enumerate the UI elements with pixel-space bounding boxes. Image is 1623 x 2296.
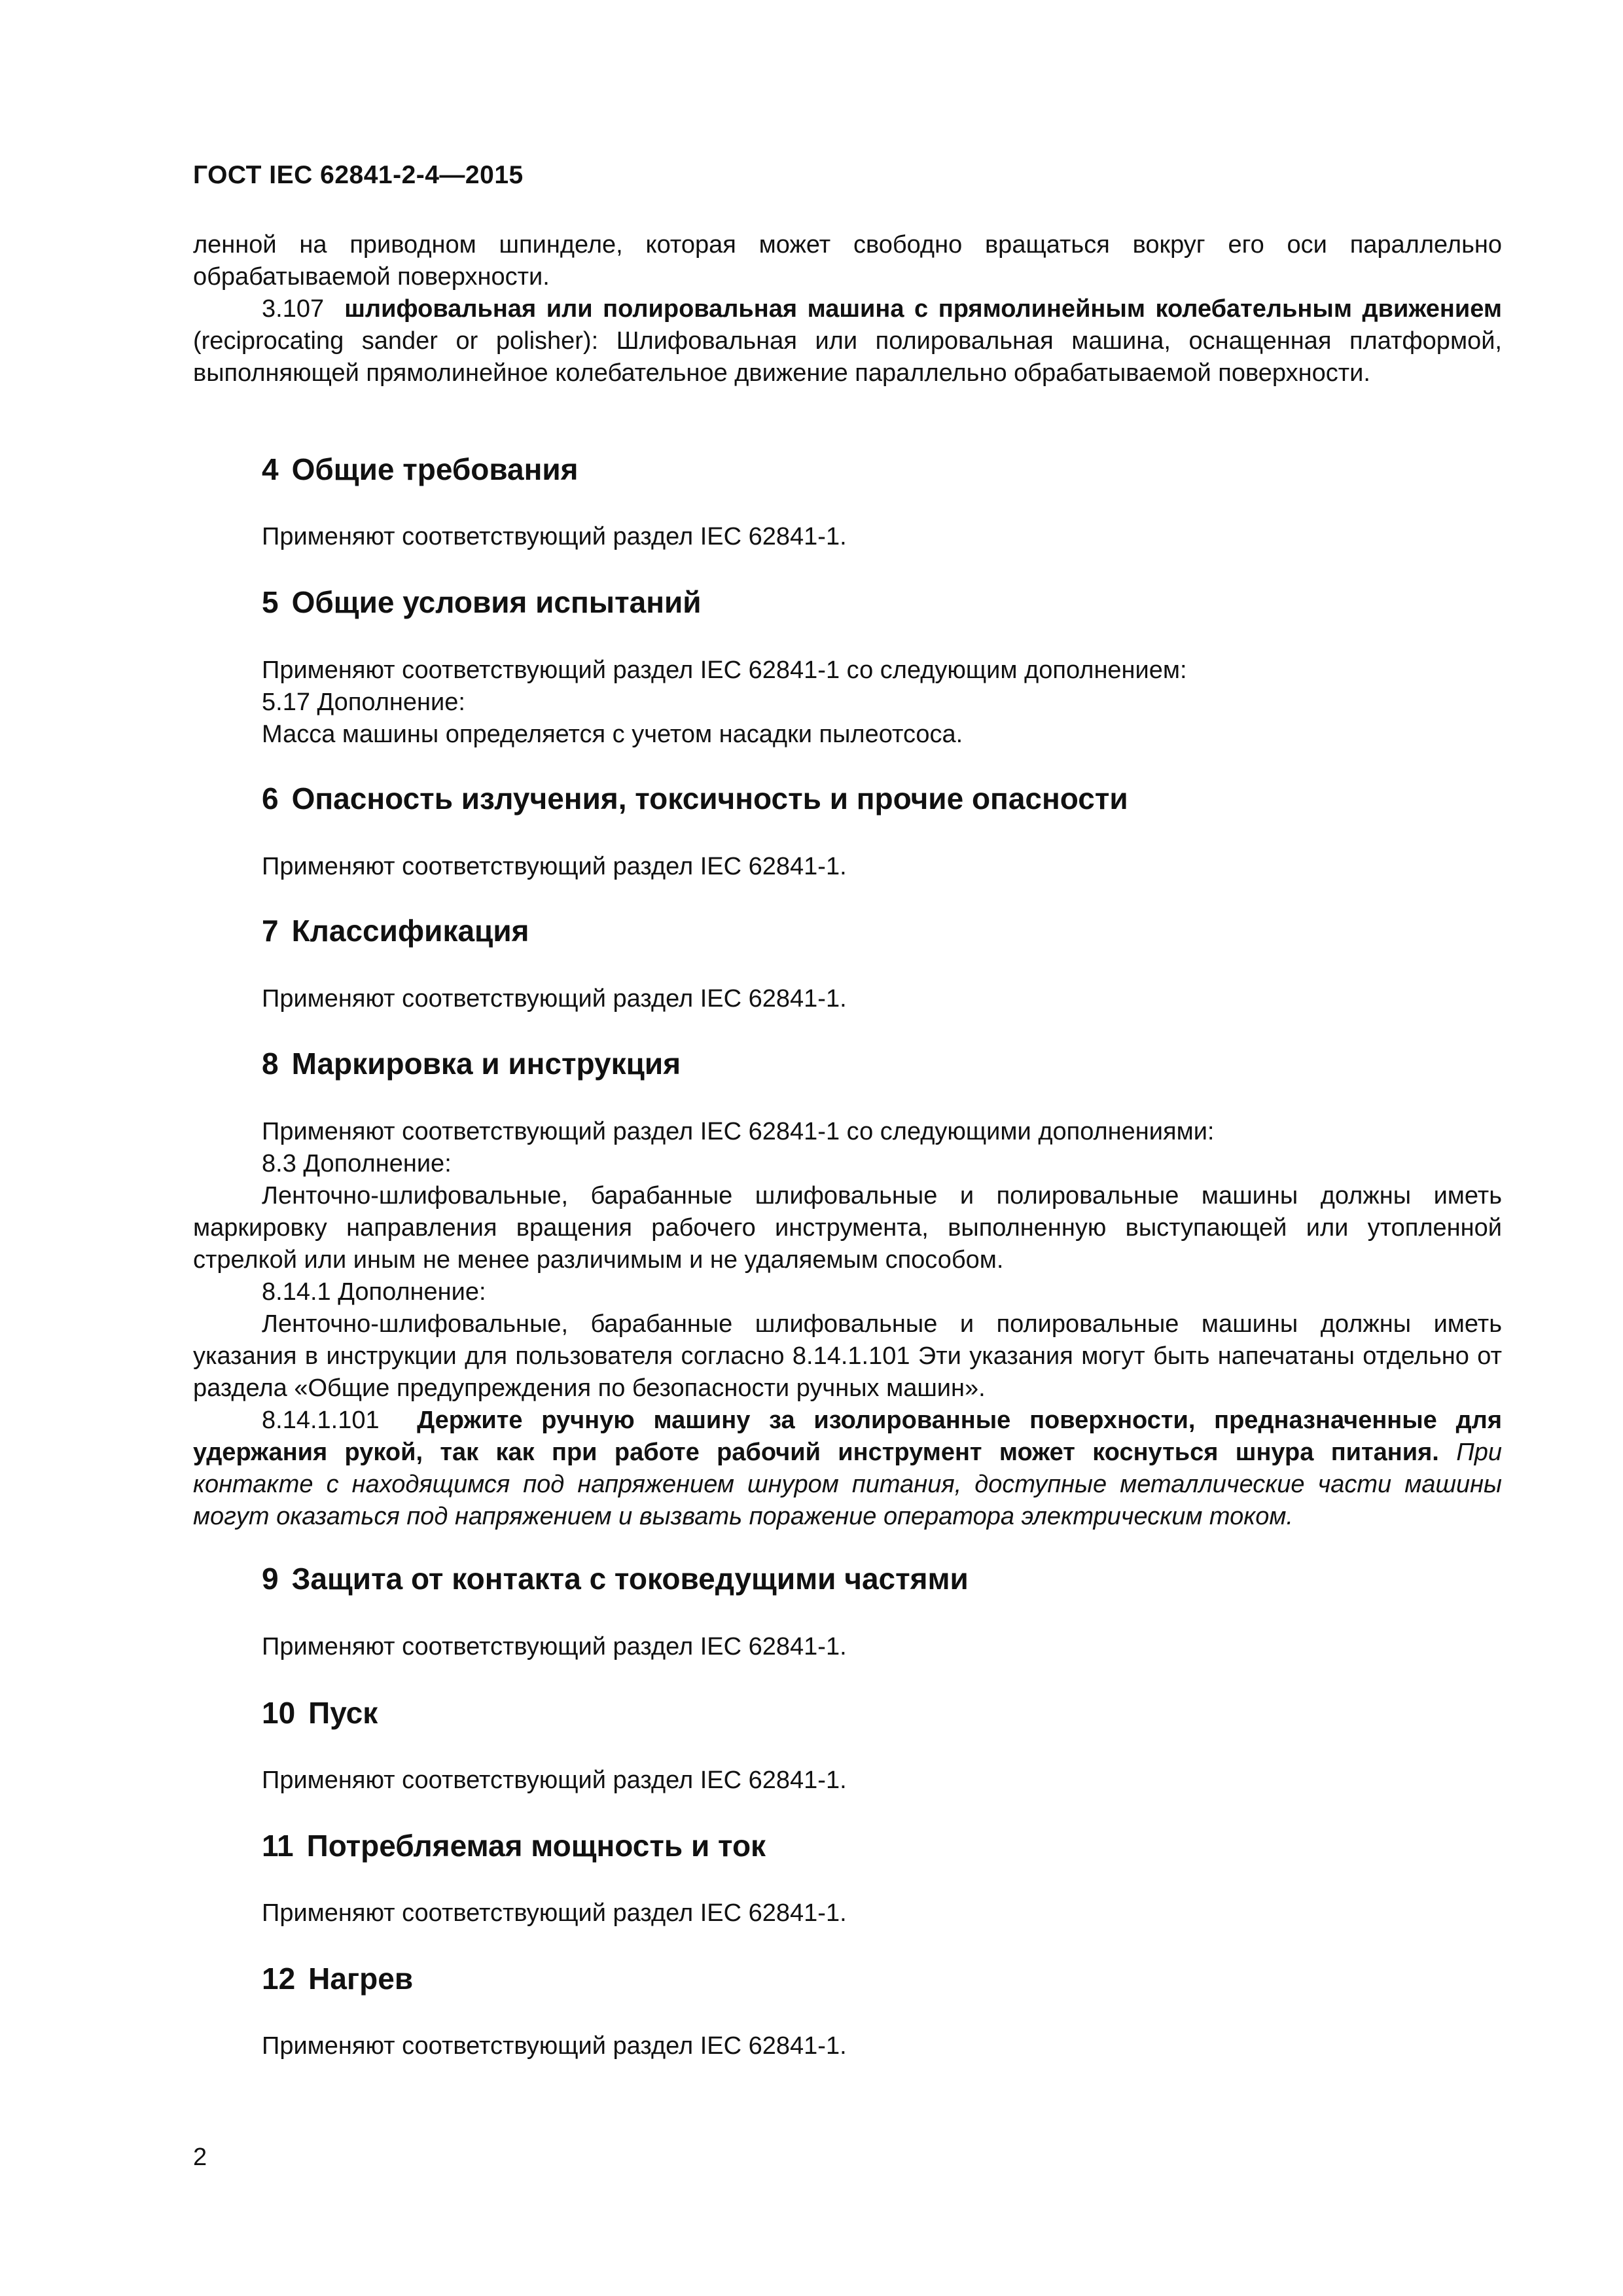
section-title: Защита от контакта с токоведущими частями: [291, 1562, 969, 1596]
section-number: 7: [262, 914, 279, 948]
section-10-body: Применяют соответствующий раздел IEC 62841-1.: [262, 1767, 847, 1794]
section-number: 10: [262, 1696, 296, 1730]
section-8-body: Применяют соответствующий раздел IEC 62841-1 со следующими дополнениями:: [262, 1118, 1215, 1145]
section-7-heading: [262, 913, 529, 948]
section-number: 4: [262, 452, 279, 486]
section-number: 11: [262, 1829, 294, 1863]
clause-5-17-text: Масса машины определяется с учетом насадки пылеотсоса.: [262, 721, 963, 748]
section-title: Пуск: [308, 1696, 378, 1730]
definition-3-107: [193, 293, 1502, 389]
section-5-heading: [262, 584, 702, 620]
definition-term: шлифовальная или полировальная машина с прямолинейным колебательным движением: [344, 295, 1502, 323]
section-title: Маркировка и инструкция: [291, 1047, 681, 1081]
warning-8-14-1-101: [193, 1405, 1502, 1533]
section-6-heading: [262, 781, 1128, 816]
definition-number: 3.107: [262, 295, 325, 323]
section-number: 8: [262, 1047, 279, 1081]
section-5-intro: Применяют соответствующий раздел IEC 62841-1 со следующим дополнением:: [262, 656, 1187, 684]
clause-8-14-1-text: Ленточно-шлифовальные, барабанные шлифовальные и полировальные машины должны иметь указания в инструкции для пользователя согласно 8.14.1.101 Эти указания могут быть напечатаны отдельно от раздела «Общие предупреждения по безопасности ручных машин».: [193, 1310, 1502, 1402]
standard-header: ГОСТ IEC 62841-2-4—2015: [193, 161, 524, 189]
intro-block: [193, 229, 1502, 389]
section-4-body: Применяют соответствующий раздел IEC 62841-1.: [262, 523, 847, 550]
section-8-intro: [262, 1116, 1502, 1180]
section-number: 5: [262, 585, 279, 619]
page-number: 2: [193, 2144, 207, 2171]
section-number: 6: [262, 781, 279, 816]
section-12-heading: [262, 1961, 413, 1996]
clause-5-17-label: 5.17 Дополнение:: [262, 689, 465, 716]
section-8-details: [193, 1180, 1502, 1533]
definition-text: Шлифовальная или полировальная машина, оснащенная платформой, выполняющей прямолинейное колебательное движение параллельно обрабатываемой поверхности.: [193, 327, 1502, 387]
warning-italic-text: При контакте с находящимся под напряжением шнуром питания, доступные металлические части машины могут оказаться под напряжением и вызвать поражение оператора электрическим током.: [193, 1439, 1502, 1530]
warning-number: 8.14.1.101: [262, 1407, 380, 1434]
section-title: Классификация: [291, 914, 529, 948]
section-9-body: Применяют соответствующий раздел IEC 62841-1.: [262, 1633, 847, 1660]
section-title: Нагрев: [308, 1962, 414, 1996]
section-6-body: Применяют соответствующий раздел IEC 62841-1.: [262, 853, 847, 880]
section-title: Общие условия испытаний: [291, 585, 702, 619]
section-title: Общие требования: [291, 452, 579, 486]
section-11-body: Применяют соответствующий раздел IEC 62841-1.: [262, 1899, 847, 1927]
section-7-body: Применяют соответствующий раздел IEC 62841-1.: [262, 985, 847, 1013]
clause-8-14-1-label: 8.14.1 Дополнение:: [262, 1278, 486, 1306]
section-9-heading: [262, 1561, 969, 1596]
clause-8-3-label: 8.3 Дополнение:: [262, 1150, 452, 1177]
clause-8-3-text: Ленточно-шлифовальные, барабанные шлифовальные и полировальные машины должны иметь маркировку направления вращения рабочего инструмента, выполненную выступающей или утопленной стрелкой или иным не менее различимым и не удаляемым способом.: [193, 1182, 1502, 1274]
definition-english: (reciprocating sander or polisher):: [193, 327, 599, 355]
section-title: Потребляемая мощность и ток: [306, 1829, 766, 1863]
section-title: Опасность излучения, токсичность и прочие опасности: [291, 781, 1128, 816]
warning-bold-text: Держите ручную машину за изолированные поверхности, предназначенные для удержания рукой, так как при работе рабочий инструмент может коснуться шнура питания.: [193, 1407, 1502, 1466]
section-10-heading: [262, 1695, 378, 1731]
section-number: 9: [262, 1562, 279, 1596]
section-number: 12: [262, 1962, 296, 1996]
section-12-body: Применяют соответствующий раздел IEC 62841-1.: [262, 2032, 847, 2060]
section-11-heading: [262, 1828, 766, 1863]
section-4-heading: [262, 452, 579, 487]
section-8-heading: [262, 1046, 681, 1081]
continuation-paragraph: ленной на приводном шпинделе, которая может свободно вращаться вокруг его оси параллельно обрабатываемой поверхности.: [193, 231, 1502, 291]
section-5-body: [262, 655, 1502, 751]
